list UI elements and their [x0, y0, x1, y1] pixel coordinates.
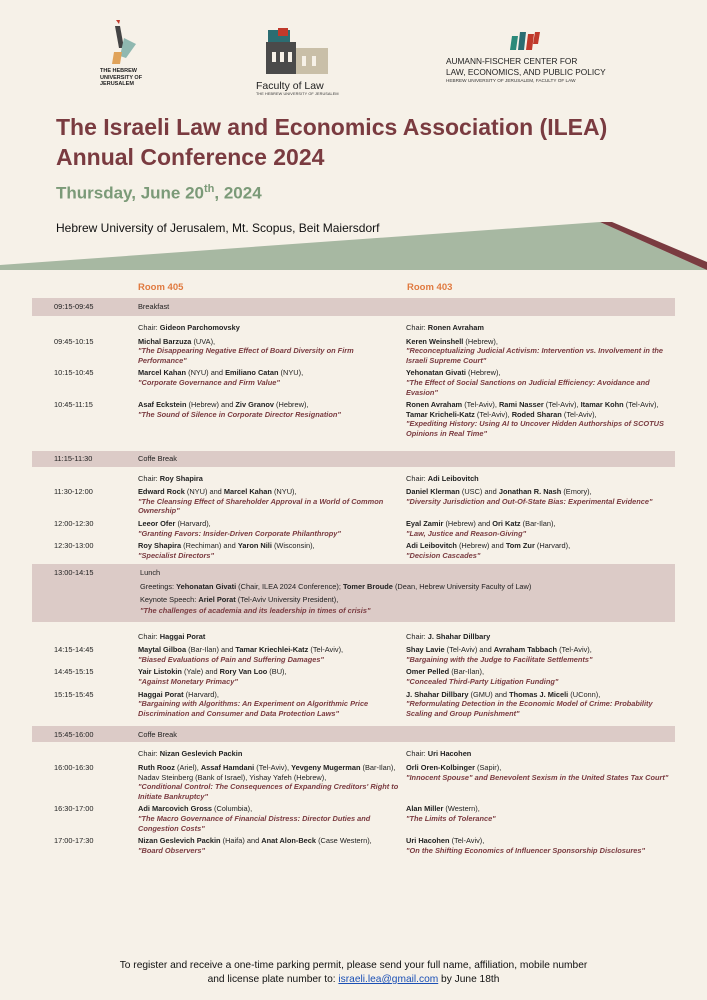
- afc-logo: [446, 30, 646, 83]
- author: Keren Weinshell: [406, 336, 464, 346]
- lunch-label: Lunch: [140, 568, 161, 578]
- afc-emblem-icon: [510, 30, 540, 52]
- law-logo: [256, 28, 346, 96]
- talk-title: "Reconceptualizing Judicial Activism: Intervention vs. Involvement in the Israeli Supreme Court": [406, 346, 664, 365]
- coffee-break-row: [32, 451, 675, 467]
- decorative-wedge: [0, 210, 707, 270]
- huji-emblem-icon: [106, 18, 142, 66]
- chair-name: Ronen Avraham: [427, 323, 484, 332]
- time-cell: 09:15-09:45: [54, 302, 94, 312]
- talk-title: "Conditional Control: The Consequences of Expanding Creditors' Right to Initiate Bankruptcy": [138, 782, 399, 801]
- talk-title: "Expediting History: Using AI to Uncover Hidden Authorships of SCOTUS Opinions in Real Time": [406, 419, 664, 438]
- chair-row: Chair: Nizan Geslevich Packin Chair: Uri Hacohen: [138, 749, 472, 759]
- chair-name: Uri Hacohen: [427, 749, 472, 759]
- talk-title: "The Sound of Silence in Corporate Director Resignation": [138, 409, 341, 419]
- afc-line1: AUMANN-FISCHER CENTER FOR: [446, 56, 578, 66]
- chair-name: Adi Leibovitch: [427, 473, 479, 483]
- talk-row: 16:00-16:30 Ruth Rooz (Ariel), Assaf Hamdani (Tel-Aviv), Yevgeny Mugerman (Bar-Ilan), Nadav Steinberg (Bank of Israel), Yishay Yafeh (Hebrew), "Conditional Control: The Consequences of Expanding Creditors' Right to Initiate Bankruptcy" Orli Oren-Kolbinger (Sapir), "Innocent Spouse" and Benevolent Sexism in the United States Tax Court": [32, 763, 675, 801]
- time-cell: 15:15-15:45: [54, 689, 94, 699]
- talk-title: "The Cleansing Effect of Shareholder Approval in a World of Common Ownership": [138, 496, 384, 516]
- talk-row: 16:30-17:00 Adi Marcovich Gross (Columbia), "The Macro Governance of Financial Distress: Director Duties and Congestion Costs" Alan Miller (Western), "The Limits of Tolerance": [32, 804, 675, 833]
- talk-title: "Granting Favors: Insider-Driven Corporate Philanthropy": [138, 528, 341, 538]
- talk-row: 15:15-15:45 Haggai Porat (Harvard), "Bargaining with Algorithms: An Experiment on Algorithmic Price Discrimination and Consumer and Data Protection Laws" J. Shahar Dillbary (GMU) and Thomas J. Miceli (UConn), "Reformulating Detection in the Economic Model of Crime: Probability Scaling and Group Punishment": [32, 690, 675, 719]
- title-line-1: The Israeli Law and Economics Association (ILEA): [56, 114, 608, 140]
- talk-title: "On the Shifting Economics of Influencer Sponsorship Disclosures": [406, 845, 646, 855]
- afc-line2: LAW, ECONOMICS, AND PUBLIC POLICY: [446, 66, 606, 77]
- chair-row: Chair: Gideon Parchomovsky Chair: Ronen Avraham: [138, 323, 484, 332]
- time-cell: 12:00-12:30: [54, 518, 94, 528]
- time-cell: 17:00-17:30: [54, 836, 94, 846]
- chair-name: Roy Shapira: [159, 473, 203, 483]
- break-label: Coffe Break: [138, 729, 177, 739]
- talk-title: "Diversity Jurisdiction and Out-Of-State Bias: Experimental Evidence": [406, 496, 653, 506]
- break-label: Coffe Break: [138, 453, 177, 463]
- room-403-header: Room 403: [407, 282, 453, 293]
- coffee-break-row: [32, 726, 675, 742]
- schedule: [32, 298, 675, 855]
- time-cell: 10:15-10:45: [54, 368, 94, 378]
- huji-name: THE HEBREW UNIVERSITY OF JERUSALEM: [100, 68, 143, 87]
- date-year: , 2024: [214, 183, 262, 203]
- lunch-row: 13:00-14:15 Lunch Greetings: Yehonatan Givati (Chair, ILEA 2024 Conference); Tomer Broude (Dean, Hebrew University Faculty of Law) Keynote Speech: Ariel Porat (Tel-Aviv University President), "The challenges of academia and its leadership in times of crisis": [32, 564, 675, 621]
- registration-note: To register and receive a one-time parking permit, please send your full name, affiliation, mobile number and license plate number to: israeli.lea@gmail.com by June 18th: [0, 959, 707, 987]
- talk-title: "Decision Cascades": [406, 550, 481, 560]
- break-label: Breakfast: [138, 302, 170, 312]
- time-cell: 10:45-11:15: [54, 400, 93, 410]
- chair-row: Chair: Roy Shapira Chair: Adi Leibovitch: [138, 473, 479, 483]
- talk-title: "Specialist Directors": [138, 550, 215, 560]
- chair-name: J. Shahar Dillbary: [427, 631, 491, 641]
- time-cell: 09:45-10:15: [54, 336, 94, 346]
- talk-title: "The Macro Governance of Financial Distress: Director Duties and Congestion Costs": [138, 813, 371, 833]
- talk-row: 12:00-12:30 Leeor Ofer (Harvard), "Granting Favors: Insider-Driven Corporate Philanthropy" Eyal Zamir (Hebrew) and Ori Katz (Bar-Ilan), "Law, Justice and Reason-Giving": [32, 519, 675, 538]
- chair-name: Haggai Porat: [159, 631, 206, 641]
- time-cell: 14:15-14:45: [54, 645, 94, 655]
- talk-title: "Biased Evaluations of Pain and Suffering Damages": [138, 654, 324, 664]
- page-title: [56, 112, 607, 172]
- talk-title: "Board Observers": [138, 845, 205, 855]
- time-cell: 11:15-11:30: [54, 453, 93, 463]
- talk-title: "The Effect of Social Sanctions on Judicial Efficiency: Avoidance and Evasion": [406, 377, 650, 397]
- footer-line-1: To register and receive a one-time parking permit, please send your full name, affiliation, mobile number: [119, 960, 588, 971]
- talk-row: 14:15-14:45 Maytal Gilboa (Bar-Ilan) and Tamar Kriechlei-Katz (Tel-Aviv), "Biased Evaluations of Pain and Suffering Damages" Shay Lavie (Tel-Aviv) and Avraham Tabbach (Tel-Aviv), "Bargaining with the Judge to Facilitate Settlements": [32, 645, 675, 664]
- afc-sub: HEBREW UNIVERSITY OF JERUSALEM, FACULTY OF LAW: [446, 78, 576, 83]
- talk-title: "Innocent Spouse" and Benevolent Sexism in the United States Tax Court": [406, 772, 669, 782]
- session-2: [32, 467, 675, 561]
- law-sub: THE HEBREW UNIVERSITY OF JERUSALEM: [256, 92, 339, 96]
- time-cell: 14:45-15:15: [54, 667, 94, 677]
- time-cell: 11:30-12:00: [54, 487, 93, 497]
- time-cell: 16:30-17:00: [54, 804, 94, 814]
- talk-title: "Law, Justice and Reason-Giving": [406, 528, 527, 538]
- talk-row: 10:45-11:15 Asaf Eckstein (Hebrew) and Ziv Granov (Hebrew), "The Sound of Silence in Corporate Director Resignation" Ronen Avraham (Tel-Aviv), Rami Nasser (Tel-Aviv), Itamar Kohn (Tel-Aviv), Tamar Kricheli-Katz (Tel-Aviv), Roded Sharan (Tel-Aviv), "Expediting History: Using AI to Uncover Hidden Authorships of SCOTUS Opinions in Real Time": [32, 400, 675, 438]
- talk-row: 09:45-10:15 Michal Barzuza (UVA), "The Disappearing Negative Effect of Board Diversity on Firm Performance" Keren Weinshell (Hebrew), "Reconceptualizing Judicial Activism: Intervention vs. Involvement in the Israeli Supreme Court": [32, 337, 675, 366]
- talk-title: "Reformulating Detection in the Economic Model of Crime: Probability Scaling and Group Punishment": [406, 699, 653, 718]
- chair-name: Nizan Geslevich Packin: [159, 749, 243, 759]
- date-sup: th: [204, 183, 215, 195]
- email-link[interactable]: israeli.lea@gmail.com: [338, 974, 439, 985]
- time-cell: 16:00-16:30: [54, 763, 94, 772]
- conference-date: [56, 183, 262, 204]
- law-name: Faculty of Law: [256, 80, 324, 92]
- talk-row: 12:30-13:00 Roy Shapira (Rechiman) and Yaron Nili (Wisconsin), "Specialist Directors" Adi Leibovitch (Hebrew) and Tom Zur (Harvard), "Decision Cascades": [32, 541, 675, 560]
- huji-logo: [100, 18, 160, 88]
- talk-row: 10:15-10:45 Marcel Kahan (NYU) and Emiliano Catan (NYU), "Corporate Governance and Firm Value" Yehonatan Givati (Hebrew), "The Effect of Social Sanctions on Judicial Efficiency: Avoidance and Evasion": [32, 368, 675, 397]
- title-line-2: Annual Conference 2024: [56, 144, 325, 170]
- date-main: Thursday, June 20: [56, 183, 205, 203]
- venue: Hebrew University of Jerusalem, Mt. Scopus, Beit Maiersdorf: [56, 221, 380, 235]
- time-cell: 12:30-13:00: [54, 541, 94, 551]
- room-405-header: Room 405: [138, 282, 184, 293]
- talk-row: 14:45-15:15 Yair Listokin (Yale) and Rory Van Loo (BU), "Against Monetary Primacy" Omer Pelled (Bar-Ilan), "Concealed Third-Party Litigation Funding": [32, 667, 675, 686]
- faculty-building-icon: [256, 28, 332, 74]
- talk-row: 11:30-12:00 Edward Rock (NYU) and Marcel Kahan (NYU), "The Cleansing Effect of Shareholder Approval in a World of Common Ownership" Daniel Klerman (USC) and Jonathan R. Nash (Emory), "Diversity Jurisdiction and Out-Of-State Bias: Experimental Evidence": [32, 487, 675, 516]
- talk-title: "Concealed Third-Party Litigation Funding": [406, 677, 559, 687]
- talk-title: "Bargaining with Algorithms: An Experiment on Algorithmic Price Discrimination and Consumer and Data Protection Laws": [138, 699, 369, 718]
- author: Michal Barzuza: [138, 336, 192, 346]
- time-cell: 13:00-14:15: [54, 568, 94, 578]
- breakfast-row: [32, 298, 675, 316]
- time-cell: 15:45-16:00: [54, 729, 94, 739]
- talk-title: "The Disappearing Negative Effect of Board Diversity on Firm Performance": [138, 346, 354, 365]
- keynote-title: "The challenges of academia and its leadership in times of crisis": [140, 606, 371, 616]
- logo-row: [0, 0, 707, 105]
- session-3: [32, 622, 675, 719]
- talk-title: "Against Monetary Primacy": [138, 677, 238, 687]
- chair-name: Gideon Parchomovsky: [159, 323, 240, 332]
- session-1: [32, 316, 675, 439]
- talk-title: "The Limits of Tolerance": [406, 813, 496, 823]
- talk-title: "Bargaining with the Judge to Facilitate Settlements": [406, 654, 593, 664]
- session-4: [32, 742, 675, 855]
- chair-row: Chair: Haggai Porat Chair: J. Shahar Dillbary: [138, 631, 491, 641]
- talk-row: 17:00-17:30 Nizan Geslevich Packin (Haifa) and Anat Alon-Beck (Case Western), "Board Observers" Uri Hacohen (Tel-Aviv), "On the Shifting Economics of Influencer Sponsorship Disclosures": [32, 836, 675, 855]
- talk-title: "Corporate Governance and Firm Value": [138, 377, 280, 387]
